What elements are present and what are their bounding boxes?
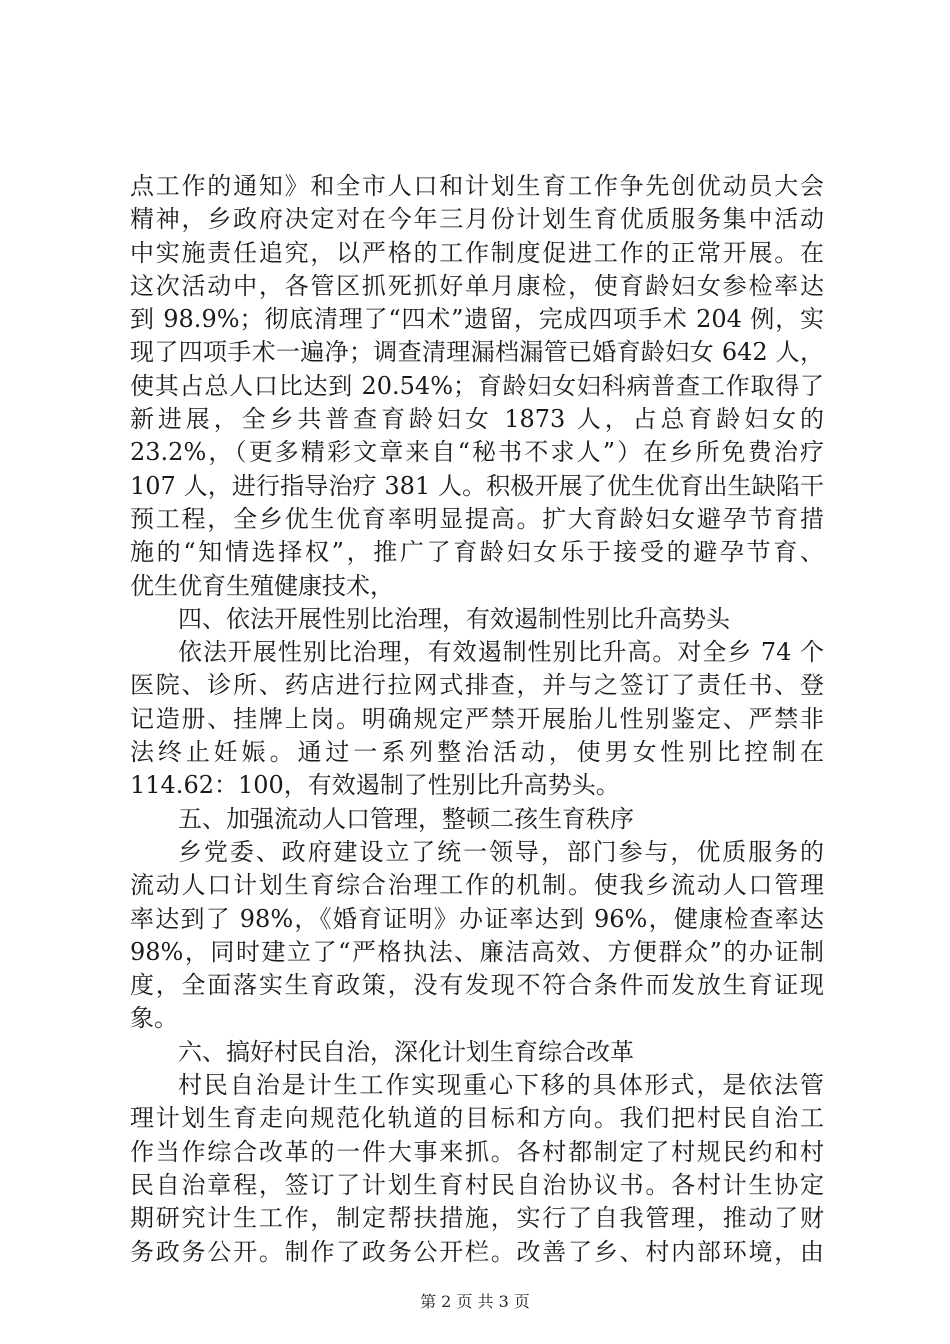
text-line: 预工程，全乡优生优育率明显提高。扩大育龄妇女避孕节育措	[130, 504, 824, 533]
text-line: 村民自治是计生工作实现重心下移的具体形式，是依法管	[178, 1071, 824, 1100]
section-heading: 五、加强流动人口管理，整顿二孩生育秩序	[178, 804, 634, 833]
text-line: 施的“知情选择权”，推广了育龄妇女乐于接受的避孕节育、	[130, 538, 824, 567]
text-line: 23.2%，（更多精彩文章来自“秘书不求人”）在乡所免费治疗	[130, 438, 824, 467]
text-line: 作当作综合改革的一件大事来抓。各村都制定了村规民约和村	[130, 1137, 824, 1166]
page-footer	[0, 1289, 950, 1312]
text-line: 期研究计生工作，制定帮扶措施，实行了自我管理，推动了财	[130, 1204, 824, 1233]
text-line: 现了四项手术一遍净；调查清理漏档漏管已婚育龄妇女 642 人，	[130, 338, 824, 367]
text-line: 中实施责任追究，以严格的工作制度促进工作的正常开展。在	[130, 238, 824, 267]
text-line: 依法开展性别比治理，有效遏制性别比升高。对全乡 74 个	[178, 638, 824, 667]
text-line: 114.62：100，有效遏制了性别比升高势头。	[130, 771, 620, 800]
text-line: 新进展，全乡共普查育龄妇女 1873 人，占总育龄妇女的	[130, 405, 824, 434]
text-line: 流动人口计划生育综合治理工作的机制。使我乡流动人口管理	[130, 871, 824, 900]
text-line: 记造册、挂牌上岗。明确规定严禁开展胎儿性别鉴定、严禁非	[130, 704, 824, 733]
text-line: 民自治章程，签订了计划生育村民自治协议书。各村计生协定	[130, 1170, 824, 1199]
text-line: 98%，同时建立了“严格执法、廉洁高效、方便群众”的办证制	[130, 937, 824, 966]
text-line: 务政务公开。制作了政务公开栏。改善了乡、村内部环境，由	[130, 1237, 824, 1266]
text-line: 理计划生育走向规范化轨道的目标和方向。我们把村民自治工	[130, 1104, 824, 1133]
section-heading: 六、搞好村民自治，深化计划生育综合改革	[178, 1037, 634, 1066]
text-line: 点工作的通知》和全市人口和计划生育工作争先创优动员大会	[130, 172, 824, 200]
text-line: 医院、诊所、药店进行拉网式排查，并与之签订了责任书、登	[130, 671, 824, 700]
text-line: 优生优育生殖健康技术，	[130, 571, 394, 600]
text-line: 这次活动中，各管区抓死抓好单月康检，使育龄妇女参检率达	[130, 271, 824, 300]
text-line: 度，全面落实生育政策，没有发现不符合条件而发放生育证现	[130, 971, 824, 1000]
text-line: 到 98.9%；彻底清理了“四术”遗留，完成四项手术 204 例，实	[130, 305, 824, 334]
document-body	[130, 170, 824, 1269]
text-line: 法终止妊娠。通过一系列整治活动，使男女性别比控制在	[130, 738, 824, 767]
section-heading: 四、依法开展性别比治理，有效遏制性别比升高势头	[178, 604, 730, 633]
text-line: 精神，乡政府决定对在今年三月份计划生育优质服务集中活动	[130, 205, 824, 234]
text-line: 乡党委、政府建设立了统一领导，部门参与，优质服务的	[178, 837, 824, 866]
page-number-label: 第 2 页 共 3 页	[420, 1292, 530, 1311]
text-line: 使其占总人口比达到 20.54%；育龄妇女妇科病普查工作取得了	[130, 371, 824, 400]
text-line: 率达到了 98%，《婚育证明》办证率达到 96%，健康检查率达	[130, 904, 824, 933]
text-line: 107 人，进行指导治疗 381 人。积极开展了优生优育出生缺陷干	[130, 471, 824, 500]
text-line: 象。	[130, 1004, 178, 1033]
